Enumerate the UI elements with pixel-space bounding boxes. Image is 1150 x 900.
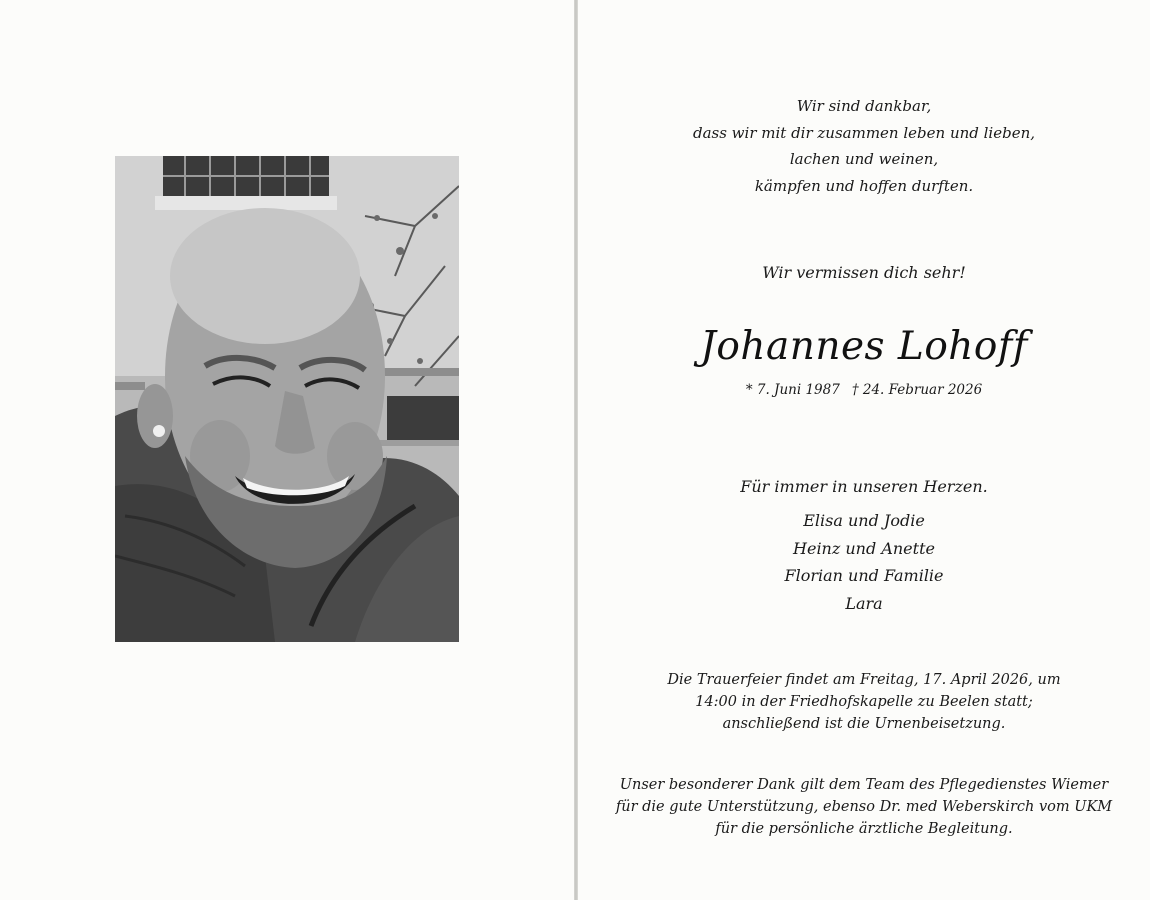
poem — [578, 93, 1150, 199]
family-list — [578, 507, 1150, 618]
thanks-line: für die persönliche ärztliche Begleitung. — [715, 821, 1013, 837]
family-member: Heinz und Anette — [793, 538, 935, 558]
family-member: Florian und Familie — [784, 566, 944, 586]
miss-text: Wir vermissen dich sehr! — [762, 263, 966, 282]
thanks-notice — [578, 774, 1150, 840]
poem-line: dass wir mit dir zusammen leben und lieben, — [692, 123, 1036, 142]
hearts-text: Für immer in unseren Herzen. — [740, 477, 988, 496]
funeral-line: anschließend ist die Urnenbeisetzung. — [722, 716, 1006, 732]
poem-line: Wir sind dankbar, — [796, 97, 932, 115]
funeral-line: Die Trauerfeier findet am Freitag, 17. April 2026, um — [667, 672, 1061, 688]
funeral-line: 14:00 in der Friedhofskapelle zu Beelen statt; — [695, 694, 1033, 710]
thanks-line: für die gute Unterstützung, ebenso Dr. med Weberskirch vom UKM — [615, 799, 1113, 815]
life-dates — [578, 380, 1150, 400]
right-page — [578, 0, 1150, 900]
birth-date: * 7. Juni 1987 — [745, 382, 840, 398]
thanks-line: Unser besonderer Dank gilt dem Team des Pflegedienstes Wiemer — [619, 777, 1109, 793]
deceased-name: Johannes Lohoff — [700, 324, 1028, 369]
death-date: † 24. Februar 2026 — [851, 382, 983, 398]
left-page — [0, 0, 574, 900]
family-member: Lara — [845, 594, 883, 614]
poem-line: lachen und weinen, — [789, 150, 939, 168]
poem-line: kämpfen und hoffen durften. — [754, 176, 974, 195]
family-member: Elisa und Jodie — [803, 511, 925, 530]
portrait-photo — [115, 156, 459, 642]
funeral-notice — [578, 669, 1150, 735]
